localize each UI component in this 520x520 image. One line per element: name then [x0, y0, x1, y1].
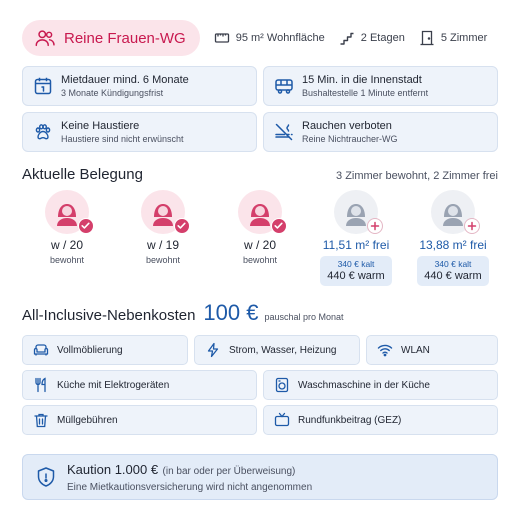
info-card-title: Keine Haustiere [61, 120, 140, 132]
cost-item-furnishing [22, 335, 188, 365]
cost-item-kitchen [22, 370, 257, 400]
add-plus-icon [464, 218, 480, 234]
cost-item-text: Küche mit Elektrogeräten [57, 379, 170, 391]
wifi-icon [377, 342, 393, 358]
header [22, 20, 502, 56]
occupied-check-icon [271, 218, 287, 234]
cost-item-text: Strom, Wasser, Heizung [229, 344, 337, 356]
room-status: bewohnt [145, 255, 181, 265]
users-icon [34, 27, 56, 49]
feature-floors [339, 30, 405, 46]
room-status: bewohnt [49, 255, 85, 265]
info-card-smoking [263, 112, 498, 152]
room-card-free-2[interactable] [407, 190, 499, 286]
price-warm: 440 € warm [327, 270, 385, 282]
feature-area [214, 30, 325, 46]
cost-item-garbage [22, 405, 257, 435]
info-card-title: 15 Min. in die Innenstadt [302, 74, 422, 86]
occupancy-heading: Aktuelle Belegung [22, 166, 143, 183]
avatar [334, 190, 378, 234]
price-box [417, 256, 489, 286]
deposit-box [22, 454, 498, 500]
wg-type-title: Reine Frauen-WG [64, 29, 186, 47]
room-card-3 [214, 190, 306, 265]
cost-item-broadcast-fee [263, 405, 498, 435]
room-size: 13,88 m² frei [419, 238, 487, 252]
occupied-check-icon [78, 218, 94, 234]
trash-icon [33, 412, 49, 428]
bolt-icon [205, 342, 221, 358]
info-card-sub: Haustiere sind nicht erwünscht [61, 134, 184, 144]
feature-area-text: 95 m² Wohnfläche [235, 32, 325, 44]
price-kalt: 340 € kalt [337, 259, 375, 269]
feature-floors-text: 2 Etagen [360, 32, 405, 44]
info-card-rental-period [22, 66, 257, 106]
info-card-pets [22, 112, 257, 152]
price-box [320, 256, 392, 286]
area-icon [214, 30, 230, 46]
resident-label: w / 20 [243, 238, 276, 252]
tv-icon [274, 412, 290, 428]
costs-heading-row [22, 300, 344, 330]
cost-item-washing-machine [263, 370, 498, 400]
shield-icon [35, 466, 57, 488]
room-card-1 [21, 190, 113, 265]
deposit-payment-note: (in bar oder per Überweisung) [162, 466, 296, 477]
room-card-2 [117, 190, 209, 265]
avatar [431, 190, 475, 234]
info-card-sub: Bushaltestelle 1 Minute entfernt [302, 88, 429, 98]
info-card-sub: Reine Nichtraucher-WG [302, 134, 398, 144]
bus-icon [274, 76, 294, 96]
sofa-icon [33, 342, 49, 358]
wg-type-badge [22, 20, 200, 56]
info-card-sub: 3 Monate Kündigungsfrist [61, 88, 164, 98]
feature-rooms [419, 30, 487, 46]
cost-item-text: Müllgebühren [57, 414, 118, 426]
cutlery-icon [33, 377, 49, 393]
no-smoking-icon [274, 122, 294, 142]
avatar [238, 190, 282, 234]
info-card-title: Rauchen verboten [302, 120, 392, 132]
cost-item-text: WLAN [401, 344, 430, 356]
price-kalt: 340 € kalt [434, 259, 472, 269]
room-size: 11,51 m² frei [322, 238, 390, 252]
avatar [141, 190, 185, 234]
info-card-title: Mietdauer mind. 6 Monate [61, 74, 189, 86]
costs-period: pauschal pro Monat [264, 312, 344, 322]
price-warm: 440 € warm [424, 270, 482, 282]
cost-item-text: Vollmöblierung [57, 344, 123, 356]
resident-label: w / 20 [50, 238, 83, 252]
avatar [45, 190, 89, 234]
costs-amount: 100 € [203, 300, 259, 325]
deposit-insurance-note: Eine Mietkautionsversicherung wird nicht angenommen [67, 482, 313, 493]
resident-label: w / 19 [146, 238, 179, 252]
room-card-free-1[interactable] [310, 190, 402, 286]
cost-item-wifi [366, 335, 498, 365]
info-card-location [263, 66, 498, 106]
cost-item-utilities [194, 335, 360, 365]
washing-machine-icon [274, 377, 290, 393]
cost-item-text: Rundfunkbeitrag (GEZ) [298, 414, 402, 426]
paw-icon [33, 122, 53, 142]
room-status: bewohnt [242, 255, 278, 265]
add-plus-icon [367, 218, 383, 234]
stairs-icon [339, 30, 355, 46]
occupancy-summary: 3 Zimmer bewohnt, 2 Zimmer frei [336, 170, 498, 182]
costs-heading: All-Inclusive-Nebenkosten [22, 307, 196, 324]
calendar-icon [33, 76, 53, 96]
cost-item-text: Waschmaschine in der Küche [298, 379, 430, 391]
deposit-amount: Kaution 1.000 € [67, 462, 159, 477]
occupied-check-icon [174, 218, 190, 234]
feature-rooms-text: 5 Zimmer [440, 32, 488, 44]
door-icon [419, 30, 435, 46]
